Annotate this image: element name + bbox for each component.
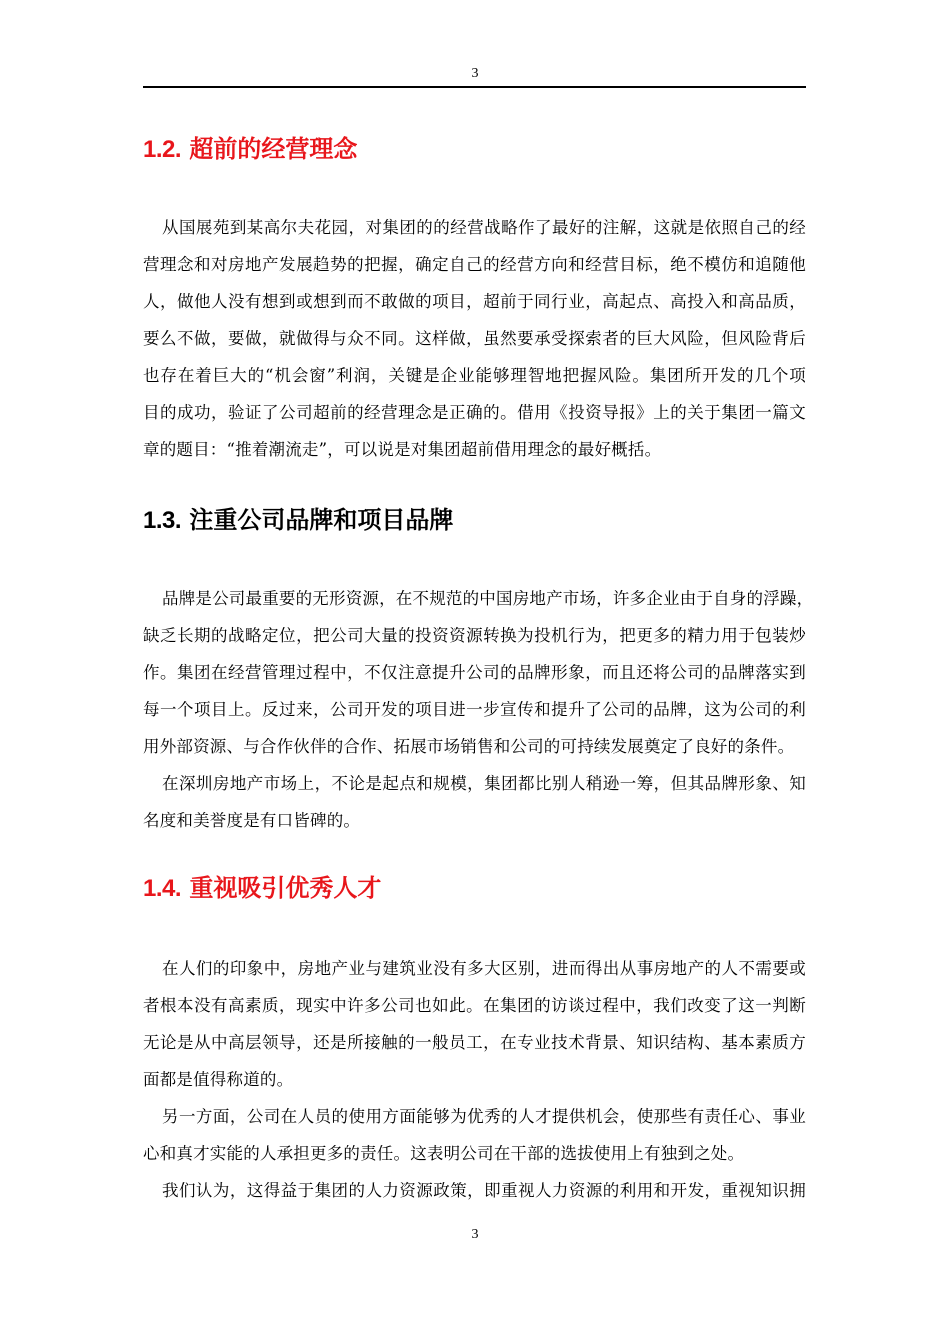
section-number: 1.4. — [143, 875, 182, 902]
paragraph-line: 我们认为，这得益于集团的人力资源政策，即重视人力资源的利用和开发，重视知识拥 — [162, 1181, 806, 1200]
paragraph-line: 名度和美誉度是有口皆碑的。 — [143, 811, 361, 830]
paragraph-line: 另一方面，公司在人员的使用方面能够为优秀的人才提供机会，使那些有责任心、事业 — [162, 1107, 806, 1126]
paragraph-line: 作。集团在经营管理过程中，不仅注意提升公司的品牌形象，而且还将公司的品牌落实到 — [143, 663, 806, 682]
paragraph-line: 目的成功，验证了公司超前的经营理念是正确的。借用《投资导报》上的关于集团一篇文 — [143, 403, 806, 422]
paragraph-line: 在深圳房地产市场上，不论是起点和规模，集团都比别人稍逊一筹，但其品牌形象、知 — [162, 774, 806, 793]
section-heading-1-2 — [143, 134, 806, 165]
paragraph-line: 要么不做，要做，就做得与众不同。这样做，虽然要承受探索者的巨大风险，但风险背后 — [143, 329, 806, 348]
header-page-number: 3 — [471, 66, 479, 81]
section-number: 1.3. — [143, 507, 182, 534]
section-number: 1.2. — [143, 136, 182, 163]
section-heading-1-4 — [143, 873, 806, 904]
section-title: 注重公司品牌和项目品牌 — [181, 506, 454, 534]
paragraph-line: 在人们的印象中，房地产业与建筑业没有多大区别，进而得出从事房地产的人不需要或 — [162, 959, 806, 978]
paragraph-line: 用外部资源、与合作伙伴的合作、拓展市场销售和公司的可持续发展奠定了良好的条件。 — [143, 737, 795, 756]
paragraph-line: 无论是从中高层领导，还是所接触的一般员工，在专业技术背景、知识结构、基本素质方 — [143, 1033, 806, 1052]
paragraph-line: 人，做他人没有想到或想到而不敢做的项目，超前于同行业，高起点、高投入和高品质， — [143, 292, 806, 311]
footer-page-number: 3 — [471, 1227, 479, 1242]
paragraph-line: 营理念和对房地产发展趋势的把握，确定自己的经营方向和经营目标，绝不模仿和追随他 — [143, 255, 806, 274]
section-title: 超前的经营理念 — [181, 135, 358, 163]
section-body-1-3 — [143, 580, 814, 839]
section-body-1-4 — [143, 950, 806, 1209]
paragraph-line: 品牌是公司最重要的无形资源，在不规范的中国房地产市场，许多企业由于自身的浮躁， — [162, 589, 814, 608]
paragraph-line: 者根本没有高素质，现实中许多公司也如此。在集团的访谈过程中，我们改变了这一判断 — [143, 996, 806, 1015]
section-heading-1-3 — [143, 505, 806, 536]
paragraph-line: 每一个项目上。反过来，公司开发的项目进一步宣传和提升了公司的品牌，这为公司的利 — [143, 700, 806, 719]
section-body-1-2 — [143, 209, 806, 468]
section-title: 重视吸引优秀人才 — [181, 874, 382, 902]
paragraph-line: 面都是值得称道的。 — [143, 1070, 294, 1089]
paragraph-line: 也存在着巨大的“机会窗”利润，关键是企业能够理智地把握风险。集团所开发的几个项 — [143, 366, 806, 385]
paragraph-line: 从国展苑到某高尔夫花园，对集团的的经营战略作了最好的注解，这就是依照自己的经 — [162, 218, 806, 237]
paragraph-line: 缺乏长期的战略定位，把公司大量的投资资源转换为投机行为，把更多的精力用于包装炒 — [143, 626, 806, 645]
header-rule — [143, 86, 806, 88]
paragraph-line: 心和真才实能的人承担更多的责任。这表明公司在干部的选拔使用上有独到之处。 — [143, 1144, 745, 1163]
paragraph-line: 章的题目：“推着潮流走”，可以说是对集团超前借用理念的最好概括。 — [143, 440, 662, 459]
